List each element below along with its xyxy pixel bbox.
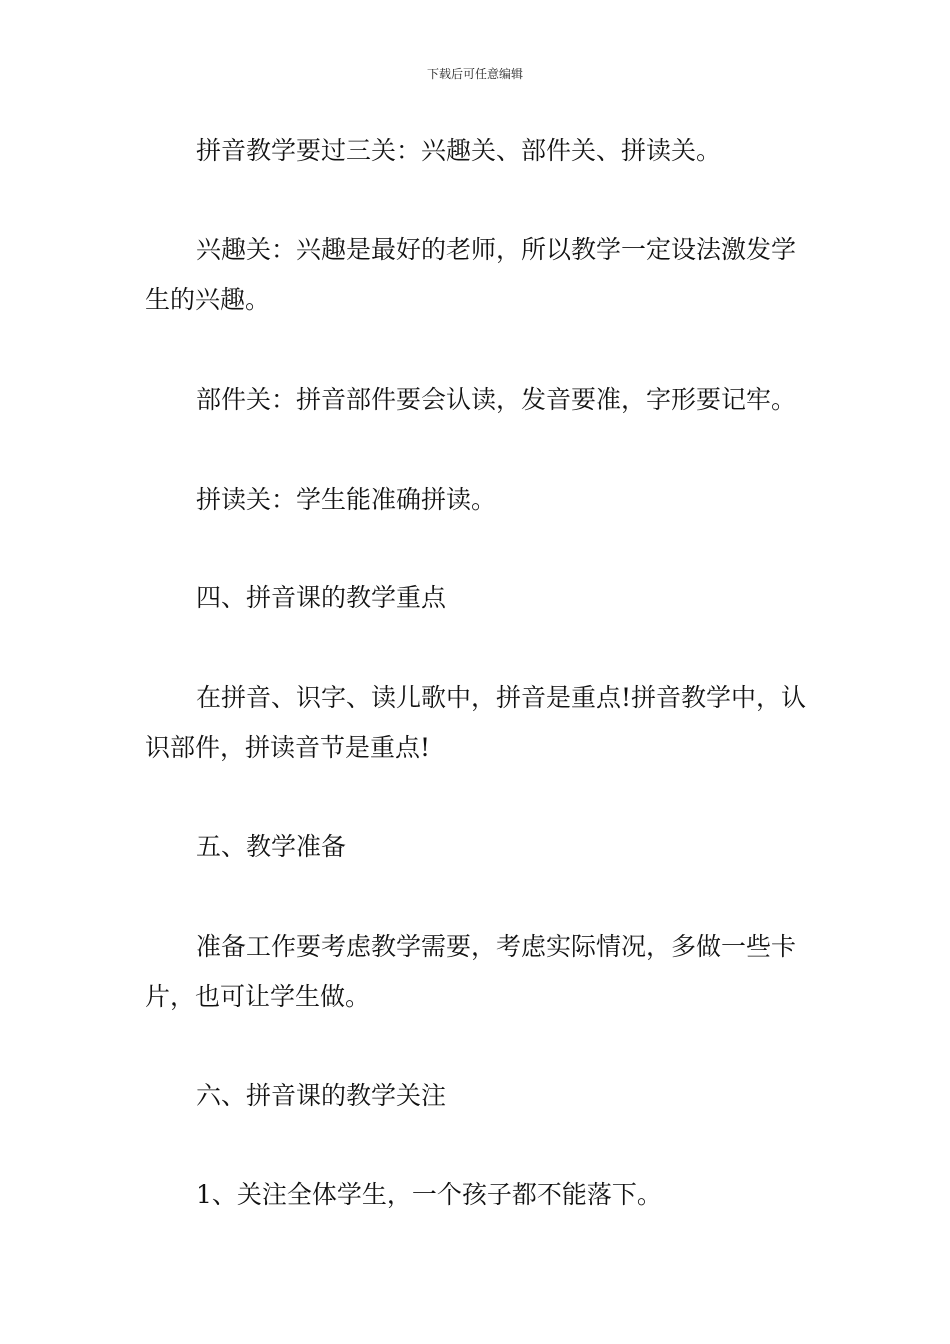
section-heading-focus: 六、拼音课的教学关注 [196, 1081, 447, 1110]
paragraph-preparation: 准备工作要考虑教学需要，考虑实际情况，多做一些卡片，也可让学生做。 [145, 932, 797, 1011]
section-heading-key-points: 四、拼音课的教学重点 [196, 583, 447, 612]
page-header: 下载后可任意编辑 [426, 67, 523, 81]
section-heading-preparation: 五、教学准备 [196, 832, 347, 861]
paragraph-interest-hurdle: 兴趣关：兴趣是最好的老师，所以教学一定设法激发学生的兴趣。 [145, 235, 797, 314]
paragraph-spelling-hurdle: 拼读关：学生能准确拼读。 [196, 485, 497, 514]
paragraph-key-points: 在拼音、识字、读儿歌中，拼音是重点!拼音教学中，认识部件，拼读音节是重点! [145, 683, 807, 762]
paragraph-component-hurdle: 部件关：拼音部件要会认读，发音要准，字形要记牢。 [196, 385, 797, 414]
paragraph-three-hurdles: 拼音教学要过三关：兴趣关、部件关、拼读关。 [196, 136, 722, 165]
paragraph-focus-item-1: 1、关注全体学生，一个孩子都不能落下。 [196, 1180, 662, 1209]
